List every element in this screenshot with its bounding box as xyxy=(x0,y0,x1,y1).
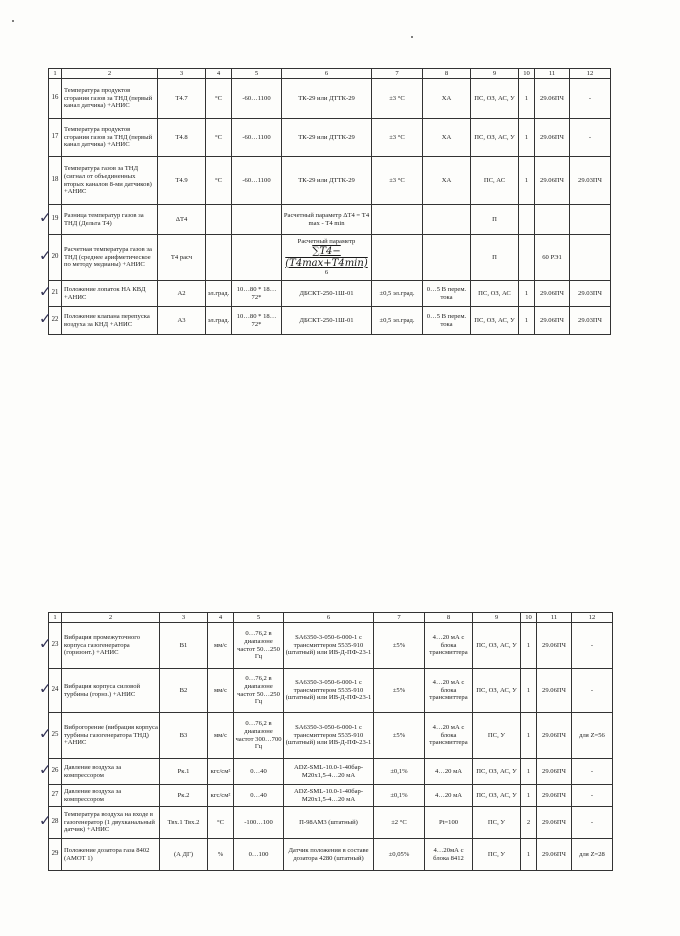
parameter-description: Температура продуктов сгорания газов за ТНД (первый канал датчика) +АНИС xyxy=(62,119,158,157)
parameter-description: Температура продуктов сгорания газов за ТНД (первый канал датчика) +АНИС xyxy=(62,79,158,119)
row-number-text: 17 xyxy=(51,133,59,141)
row-number xyxy=(49,119,62,157)
parameter-code: ΔТ4 xyxy=(158,205,206,235)
quantity-cell: 1 xyxy=(521,785,537,807)
sensor-cell: ADZ-SML-10.0-1-40бар-M20x1,5-4…20 мА xyxy=(284,759,374,785)
column-header: 11 xyxy=(535,69,570,79)
range-cell: -100…100 xyxy=(234,807,284,839)
unit-cell: мм/с xyxy=(208,713,234,759)
function-cell: ПС, ОЗ, АС xyxy=(471,281,519,307)
row-number-text: 25 xyxy=(51,731,59,739)
bottom-parameter-table xyxy=(39,612,613,871)
row-number xyxy=(39,281,62,307)
sensor-cell: ТК-29 или ДТТК-29 xyxy=(282,119,372,157)
parameter-code: Т4.7 xyxy=(158,79,206,119)
unit-cell: °С xyxy=(206,119,232,157)
unit-cell: эл.град. xyxy=(206,307,232,335)
parameter-code: В1 xyxy=(160,623,208,669)
column-header: 10 xyxy=(521,613,537,623)
checkmark-icon: ✓ xyxy=(39,810,52,829)
table-row xyxy=(49,119,611,157)
sensor-cell: Расчетный параметр ΔТ4 = Т4 max - Т4 min xyxy=(282,205,372,235)
row-number-text: 20 xyxy=(51,253,59,261)
unit-cell: кгс/см² xyxy=(208,785,234,807)
signal-cell: 4…20мА с блока 8412 xyxy=(425,839,473,871)
row-number xyxy=(39,713,62,759)
row-number xyxy=(39,759,62,785)
accuracy-cell: ±3 °С xyxy=(372,119,423,157)
parameter-code: Твх.1 Твх.2 xyxy=(160,807,208,839)
quantity-cell xyxy=(519,235,535,281)
signal-cell: ХА xyxy=(423,157,471,205)
header-row xyxy=(49,69,611,79)
checkmark-icon: ✓ xyxy=(39,633,52,652)
quantity-cell: 1 xyxy=(521,759,537,785)
parameter-code: В2 xyxy=(160,669,208,713)
column-header: 12 xyxy=(572,613,613,623)
function-cell: ПС, ОЗ, АС, У xyxy=(471,307,519,335)
sensor-cell: SA6350-3-050-6-000-1 с трансмиттером 5535-910 (штатный) или ИВ-Д-ПФ-23-1 xyxy=(284,713,374,759)
header-row xyxy=(49,613,613,623)
note-cell: 29.03ПЧ xyxy=(570,281,611,307)
row-number-text: 21 xyxy=(51,289,59,297)
signal-cell: 4…20 мА с блока трансмиттера xyxy=(425,669,473,713)
row-number xyxy=(39,307,62,335)
signal-cell: 4…20 мА xyxy=(425,785,473,807)
function-cell: ПС, ОЗ, АС, У xyxy=(473,669,521,713)
accuracy-cell: ±5% xyxy=(374,669,425,713)
row-number xyxy=(39,807,62,839)
parameter-description: Температура газов за ТНД (сигнал от объединенных вторых каналов 8-ми датчиков) +АНИС xyxy=(62,157,158,205)
range-cell: 0…76,2 в диапазоне частот 50…250 Гц xyxy=(234,623,284,669)
accuracy-cell: ±5% xyxy=(374,623,425,669)
range-cell: 0…40 xyxy=(234,785,284,807)
column-header: 6 xyxy=(284,613,374,623)
table-row xyxy=(49,807,613,839)
ref-cell: 29.06ПЧ xyxy=(537,669,572,713)
accuracy-cell xyxy=(372,205,423,235)
parameter-description: Вибрация промежуточного корпуса газогенератора (горизонт.) +АНИС xyxy=(62,623,160,669)
signal-cell: ХА xyxy=(423,119,471,157)
accuracy-cell: ±0,1% xyxy=(374,785,425,807)
parameter-description: Разница температур газов за ТНД (Дельта Т4) xyxy=(62,205,158,235)
range-cell: -60…1100 xyxy=(232,79,282,119)
ref-cell: 29.06ПЧ xyxy=(537,623,572,669)
table-row xyxy=(49,785,613,807)
quantity-cell: 1 xyxy=(519,119,535,157)
quantity-cell: 1 xyxy=(521,839,537,871)
signal-cell: Pt=100 xyxy=(425,807,473,839)
row-number-text: 28 xyxy=(51,818,59,826)
range-cell: -60…1100 xyxy=(232,157,282,205)
signal-cell: 4…20 мА с блока трансмиттера xyxy=(425,713,473,759)
row-number-text: 22 xyxy=(51,316,59,324)
accuracy-cell: ±3 °С xyxy=(372,157,423,205)
range-cell: 10…80 * 18…72* xyxy=(232,281,282,307)
table-row xyxy=(49,281,611,307)
column-header: 9 xyxy=(471,69,519,79)
column-header: 5 xyxy=(234,613,284,623)
range-cell xyxy=(232,235,282,281)
parameter-code: А2 xyxy=(158,281,206,307)
column-header: 7 xyxy=(372,69,423,79)
column-header: 1 xyxy=(49,69,62,79)
unit-cell: мм/с xyxy=(208,669,234,713)
table-row xyxy=(49,307,611,335)
scan-speck xyxy=(411,36,413,38)
function-cell: ПС, У xyxy=(473,713,521,759)
scan-speck xyxy=(12,20,14,22)
ref-cell: 29.06ПЧ xyxy=(535,157,570,205)
signal-cell: ХА xyxy=(423,79,471,119)
sensor-cell: ТК-29 или ДТТК-29 xyxy=(282,79,372,119)
function-cell: ПС, ОЗ, АС, У xyxy=(471,119,519,157)
signal-cell: 4…20 мА xyxy=(425,759,473,785)
sensor-cell: ДБСКТ-250-1Ш-01 xyxy=(282,307,372,335)
ref-cell: 29.06ПЧ xyxy=(535,307,570,335)
sensor-cell xyxy=(282,235,372,281)
row-number-text: 23 xyxy=(51,641,59,649)
sensor-cell: SA6350-3-050-6-000-1 с трансмиттером 5535-910 (штатный) или ИВ-Д-ПФ-23-1 xyxy=(284,623,374,669)
range-cell: 0…100 xyxy=(234,839,284,871)
parameter-description: Температура воздуха на входе в газогенератор (1 двухканальный датчик) +АНИС xyxy=(62,807,160,839)
function-cell: ПС, ОЗ, АС, У xyxy=(473,623,521,669)
accuracy-cell: ±0,1% xyxy=(374,759,425,785)
ref-cell: 29.06ПЧ xyxy=(535,281,570,307)
parameter-description: Давление воздуха за компрессором xyxy=(62,759,160,785)
signal-cell: 4…20 мА с блока трансмиттера xyxy=(425,623,473,669)
sensor-cell: ТК-29 или ДТТК-29 xyxy=(282,157,372,205)
unit-cell xyxy=(206,235,232,281)
table-row xyxy=(49,157,611,205)
column-header: 10 xyxy=(519,69,535,79)
column-header: 6 xyxy=(282,69,372,79)
row-number-text: 24 xyxy=(51,686,59,694)
ref-cell: 29.06ПЧ xyxy=(535,119,570,157)
row-number xyxy=(39,205,62,235)
function-cell: П xyxy=(471,205,519,235)
parameter-description: Положение дозатора газа 8402 (АМОТ 1) xyxy=(62,839,160,871)
range-cell: 0…76,2 в диапазоне частот 50…250 Гц xyxy=(234,669,284,713)
column-header: 8 xyxy=(425,613,473,623)
unit-cell: мм/с xyxy=(208,623,234,669)
row-number-text: 29 xyxy=(51,850,59,858)
row-number-text: 18 xyxy=(51,176,59,184)
accuracy-cell: ±2 °С xyxy=(374,807,425,839)
checkmark-icon: ✓ xyxy=(39,308,52,327)
note-cell xyxy=(570,235,611,281)
signal-cell xyxy=(423,235,471,281)
quantity-cell: 1 xyxy=(521,713,537,759)
top-parameter-table xyxy=(39,68,611,335)
note-cell: - xyxy=(570,119,611,157)
unit-cell: °С xyxy=(208,807,234,839)
parameter-description: Расчетная температура газов за ТНД (среднее арифметическое по методу медианы) +АНИС xyxy=(62,235,158,281)
column-header: 2 xyxy=(62,613,160,623)
parameter-code: Т4 расч xyxy=(158,235,206,281)
formula-denominator: 6 xyxy=(324,269,329,277)
range-cell xyxy=(232,205,282,235)
note-cell: 29.03ПЧ xyxy=(570,307,611,335)
ref-cell xyxy=(535,205,570,235)
table-row xyxy=(49,79,611,119)
function-cell: ПС, У xyxy=(473,839,521,871)
column-header: 4 xyxy=(208,613,234,623)
sensor-cell: Датчик положения в составе дозатора 4280 (штатный) xyxy=(284,839,374,871)
column-header: 12 xyxy=(570,69,611,79)
column-header: 8 xyxy=(423,69,471,79)
quantity-cell: 1 xyxy=(519,157,535,205)
table-row xyxy=(49,205,611,235)
quantity-cell: 1 xyxy=(521,623,537,669)
function-cell: ПС, ОЗ, АС, У xyxy=(473,785,521,807)
sensor-label: Расчетный параметр xyxy=(297,237,356,245)
table-row xyxy=(49,839,613,871)
note-cell: - xyxy=(572,759,613,785)
ref-cell: 29.06ПЧ xyxy=(537,807,572,839)
ref-cell: 60 РЭ1 xyxy=(535,235,570,281)
quantity-cell: 1 xyxy=(521,669,537,713)
checkmark-icon: ✓ xyxy=(39,678,52,697)
row-number xyxy=(49,157,62,205)
column-header: 9 xyxy=(473,613,521,623)
row-number xyxy=(49,839,62,871)
parameter-code: Рк.2 xyxy=(160,785,208,807)
quantity-cell: 1 xyxy=(519,307,535,335)
range-cell: -60…1100 xyxy=(232,119,282,157)
column-header: 1 xyxy=(49,613,62,623)
function-cell: ПС, АС xyxy=(471,157,519,205)
range-cell: 0…76,2 в диапазоне частот 300…700 Гц xyxy=(234,713,284,759)
function-cell: ПС, У xyxy=(473,807,521,839)
row-number-text: 26 xyxy=(51,767,59,775)
unit-cell: эл.град. xyxy=(206,281,232,307)
unit-cell: % xyxy=(208,839,234,871)
quantity-cell xyxy=(519,205,535,235)
parameter-code: (А ДГ) xyxy=(160,839,208,871)
signal-cell: 0…5 В перем. тока xyxy=(423,307,471,335)
function-cell: П xyxy=(471,235,519,281)
table-row xyxy=(49,669,613,713)
accuracy-cell: ±3 °С xyxy=(372,79,423,119)
parameter-code: Рк.1 xyxy=(160,759,208,785)
formula-numerator: ∑Т4−(Т4max+Т4min) xyxy=(285,245,368,269)
ref-cell: 29.06ПЧ xyxy=(535,79,570,119)
checkmark-icon: ✓ xyxy=(39,281,52,300)
range-cell: 10…80 * 18…72* xyxy=(232,307,282,335)
note-cell xyxy=(570,205,611,235)
sensor-cell: ДБСКТ-250-1Ш-01 xyxy=(282,281,372,307)
note-cell: - xyxy=(572,807,613,839)
row-number xyxy=(39,669,62,713)
quantity-cell: 2 xyxy=(521,807,537,839)
note-cell: - xyxy=(572,669,613,713)
column-header: 7 xyxy=(374,613,425,623)
checkmark-icon: ✓ xyxy=(39,245,52,264)
accuracy-cell xyxy=(372,235,423,281)
function-cell: ПС, ОЗ, АС, У xyxy=(473,759,521,785)
note-cell: 29.03ПЧ xyxy=(570,157,611,205)
unit-cell: кгс/см² xyxy=(208,759,234,785)
unit-cell xyxy=(206,205,232,235)
sensor-cell: SA6350-3-050-6-000-1 с трансмиттером 5535-910 (штатный) или ИВ-Д-ПФ-23-1 xyxy=(284,669,374,713)
checkmark-icon: ✓ xyxy=(39,723,52,742)
note-cell: - xyxy=(572,623,613,669)
note-cell: - xyxy=(570,79,611,119)
column-header: 4 xyxy=(206,69,232,79)
column-header: 5 xyxy=(232,69,282,79)
note-cell: для Z=28 xyxy=(572,839,613,871)
ref-cell: 29.06ПЧ xyxy=(537,785,572,807)
column-header: 3 xyxy=(160,613,208,623)
checkmark-icon: ✓ xyxy=(39,759,52,778)
row-number-text: 27 xyxy=(51,791,59,799)
sensor-cell: ADZ-SML-10.0-1-40бар-M20x1,5-4…20 мА xyxy=(284,785,374,807)
row-number xyxy=(39,235,62,281)
note-cell: для Z=56 xyxy=(572,713,613,759)
unit-cell: °С xyxy=(206,79,232,119)
parameter-code: А3 xyxy=(158,307,206,335)
column-header: 2 xyxy=(62,69,158,79)
parameter-code: Т4.8 xyxy=(158,119,206,157)
ref-cell: 29.06ПЧ xyxy=(537,713,572,759)
parameter-description: Виброгорение (вибрация корпуса турбины газогенератора ТНД) +АНИС xyxy=(62,713,160,759)
parameter-description: Давление воздуха за компрессором xyxy=(62,785,160,807)
accuracy-cell: ±5% xyxy=(374,713,425,759)
parameter-code: Т4.9 xyxy=(158,157,206,205)
table-row xyxy=(49,713,613,759)
accuracy-cell: ±0,5 эл.град. xyxy=(372,307,423,335)
ref-cell: 29.06ПЧ xyxy=(537,759,572,785)
signal-cell: 0…5 В перем. тока xyxy=(423,281,471,307)
quantity-cell: 1 xyxy=(519,281,535,307)
ref-cell: 29.06ПЧ xyxy=(537,839,572,871)
checkmark-icon: ✓ xyxy=(39,207,52,226)
parameter-description: Вибрация корпуса силовой турбины (горнз.) +АНИС xyxy=(62,669,160,713)
unit-cell: °С xyxy=(206,157,232,205)
quantity-cell: 1 xyxy=(519,79,535,119)
note-cell: - xyxy=(572,785,613,807)
signal-cell xyxy=(423,205,471,235)
table-row xyxy=(49,759,613,785)
row-number xyxy=(49,79,62,119)
accuracy-cell: ±0,05% xyxy=(374,839,425,871)
parameter-description: Положение лопаток НА КВД +АНИС xyxy=(62,281,158,307)
sensor-cell: П-98АМ3 (штатный) xyxy=(284,807,374,839)
table-row xyxy=(49,623,613,669)
parameter-code: В3 xyxy=(160,713,208,759)
function-cell: ПС, ОЗ, АС, У xyxy=(471,79,519,119)
column-header: 11 xyxy=(537,613,572,623)
row-number xyxy=(49,785,62,807)
row-number xyxy=(39,623,62,669)
column-header: 3 xyxy=(158,69,206,79)
table-row xyxy=(49,235,611,281)
parameter-description: Положение клапана перепуска воздуха за КНД +АНИС xyxy=(62,307,158,335)
row-number-text: 16 xyxy=(51,94,59,102)
accuracy-cell: ±0,5 эл.град. xyxy=(372,281,423,307)
range-cell: 0…40 xyxy=(234,759,284,785)
row-number-text: 19 xyxy=(51,215,59,223)
